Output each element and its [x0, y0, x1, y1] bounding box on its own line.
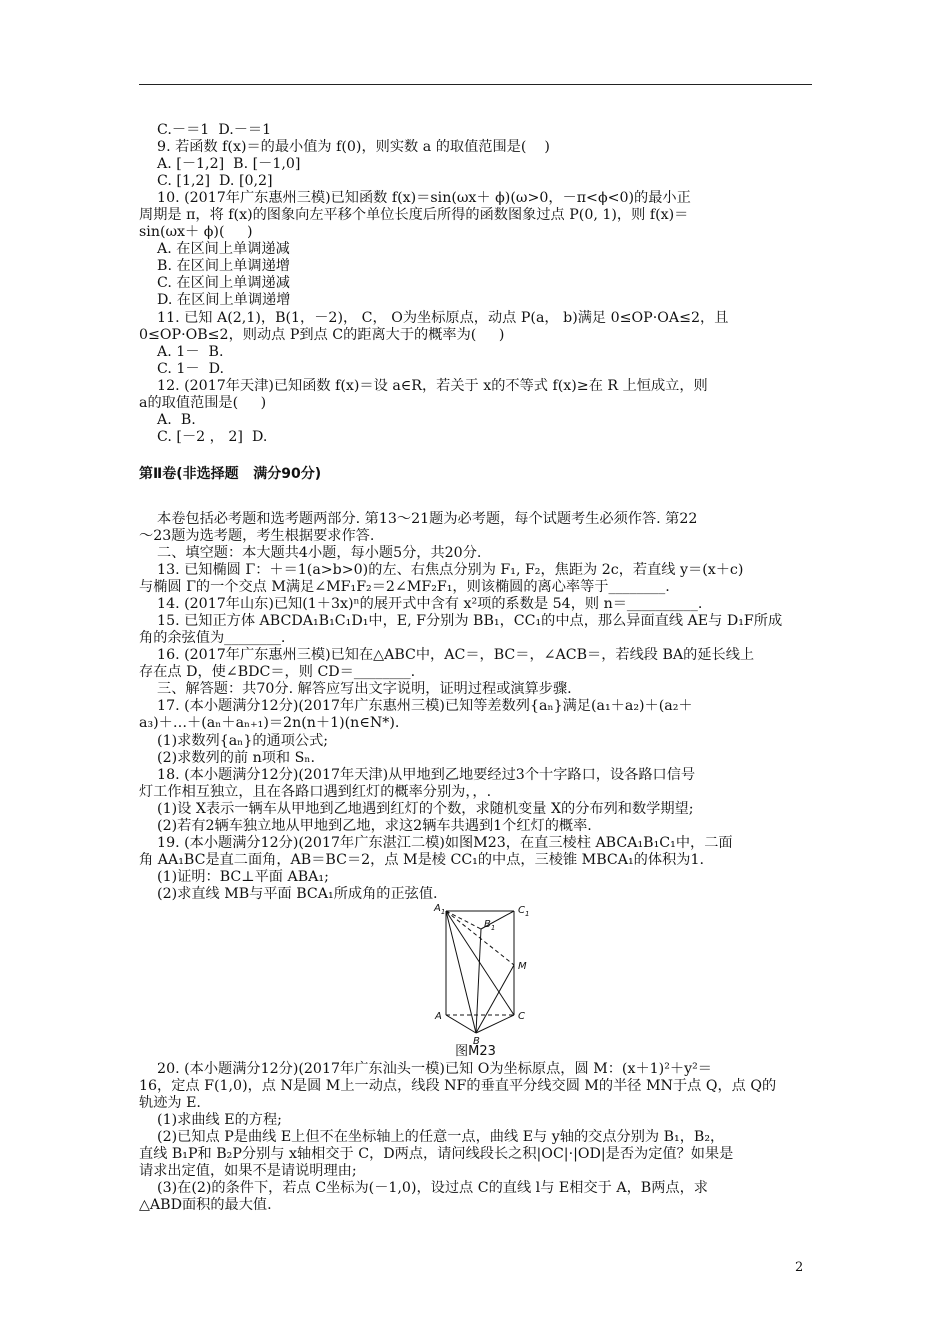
- text-line: A. B.: [139, 411, 196, 428]
- text-line: 角 AA₁BC是直二面角，AB＝BC＝2，点 M是棱 CC₁的中点，三棱锥 MBCA₁的体积为1.: [139, 851, 704, 868]
- text-line: 直线 B₁P和 B₂P分别与 x轴相交于 C，D两点，请问线段长之积|OC|·|OD|是否为定值？如果是: [139, 1146, 734, 1163]
- text-line: A. 1－ B.: [139, 343, 224, 360]
- question-19: 19. (本小题满分12分)(2017年广东湛江二模)如图M23，在直三棱柱 ABCA₁B₁C₁中，二面: [139, 834, 733, 851]
- text-line: 角的余弦值为________.: [139, 630, 286, 647]
- question-20: 20. (本小题满分12分)(2017年广东汕头一模)已知 O为坐标原点，圆 M：(x＋1)²＋y²＝: [139, 1060, 712, 1077]
- text-line: A. [－1,2] B. [－1,0]: [139, 156, 301, 173]
- question-12: 12. (2017年天津)已知函数 f(x)＝设 a∈R，若关于 x的不等式 f(x)≥在 R 上恒成立，则: [139, 377, 708, 394]
- text-line: 轨迹为 E.: [139, 1095, 201, 1112]
- text-line: 0≤OP·OB≤2，则动点 P到点 C的距离大于的概率为( ): [139, 326, 505, 343]
- text-line: (2)求数列的前 n项和 Sₙ.: [139, 749, 315, 766]
- question-18: 18. (本小题满分12分)(2017年天津)从甲地到乙地要经过3个十字路口，设各路口信号: [139, 766, 696, 783]
- prism-figure: [139, 903, 812, 1061]
- text-line: (3)在(2)的条件下，若点 C坐标为(－1,0)，设过点 C的直线 l与 E相交于 A，B两点，求: [139, 1180, 708, 1197]
- question-11: 11. 已知 A(2,1)，B(1，－2)， C， O为坐标原点，动点 P(a， b)满足 0≤OP·OA≤2，且: [139, 309, 729, 326]
- text-line: 与椭圆 Γ的一个交点 M满足∠MF₁F₂＝2∠MF₂F₁，则该椭圆的离心率等于________.: [139, 579, 670, 596]
- edge-a1b1: [446, 911, 481, 929]
- question-9: 9. 若函数 f(x)＝的最小值为 f(0)，则实数 a 的取值范围是( ): [139, 139, 550, 156]
- label-b1: $B_1$: [484, 918, 496, 932]
- page-content: [139, 122, 812, 1214]
- text-line: 存在点 D，使∠BDC＝，则 CD＝________.: [139, 664, 416, 681]
- text-line: sin(ωx＋ ϕ)( ): [139, 224, 253, 241]
- question-15: 15. 已知正方体 ABCDA₁B₁C₁D₁中，E, F分别为 BB₁，CC₁的中点，那么异面直线 AE与 D₁F所成: [139, 613, 783, 630]
- text-line: D. 在区间上单调递增: [139, 292, 291, 309]
- question-20-block: [139, 1061, 812, 1214]
- text-line: (2)已知点 P是曲线 E上但不在坐标轴上的任意一点，曲线 E与 y轴的交点分别为 B₁，B₂，: [139, 1129, 725, 1146]
- text-line: 二、填空题：本大题共4小题，每小题5分，共20分.: [139, 544, 482, 561]
- text-line: C. 1－ D.: [139, 360, 225, 377]
- text-line: 请求出定值，如果不是请说明理由;: [139, 1163, 357, 1180]
- text-line: △ABD面积的最大值.: [139, 1197, 272, 1214]
- edge-ab: [446, 1015, 476, 1033]
- text-line: (2)求直线 MB与平面 BCA₁所成角的正弦值.: [139, 885, 438, 902]
- label-a: A: [435, 1010, 442, 1022]
- question-16: 16. (2017年广东惠州三模)已知在△ABC中，AC＝，BC＝，∠ACB＝，若线段 BA的延长线上: [139, 647, 755, 664]
- edge-a1c: [446, 911, 514, 1015]
- header-rule: [139, 84, 812, 85]
- part-two-questions: [139, 511, 812, 903]
- text-line: C. [－2 ， 2] D.: [139, 428, 268, 445]
- text-line: 周期是 π，将 f(x)的图象向左平移个单位长度后所得的函数图象过点 P(0, 1)，则 f(x)＝: [139, 207, 689, 224]
- text-line: C.－＝1 D.－＝1: [139, 122, 272, 138]
- label-a1: $A_1$: [434, 902, 446, 916]
- text-line: 16，定点 F(1,0)，点 N是圆 M上一动点，线段 NF的垂直平分线交圆 M的半径 MN于点 Q，点 Q的: [139, 1078, 777, 1095]
- question-13: 13. 已知椭圆 Γ：＋＝1(a>b>0)的左、右焦点分别为 F₁, F₂，焦距为 2c，若直线 y＝(x＋c): [139, 562, 744, 579]
- section-heading: 第Ⅱ卷(非选择题 满分90分): [139, 465, 322, 482]
- text-line: A. 在区间上单调递减: [139, 241, 290, 258]
- text-line: 三、解答题：共70分. 解答应写出文字说明，证明过程或演算步骤.: [139, 681, 572, 698]
- text-line: 灯工作相互独立，且在各路口遇到红灯的概率分别为，，.: [139, 783, 492, 800]
- text-line: C. [1,2] D. [0,2]: [139, 173, 273, 190]
- prism-diagram: [421, 903, 541, 1045]
- question-17: 17. (本小题满分12分)(2017年广东惠州三模)已知等差数列{aₙ}满足(a₁＋a₂)＋(a₂＋: [139, 698, 693, 715]
- label-m: M: [518, 960, 527, 972]
- figure-caption: 图M23: [455, 1043, 496, 1059]
- part-one-questions: [139, 122, 812, 446]
- text-line: a的取值范围是( ): [139, 394, 267, 411]
- edge-mb: [476, 965, 514, 1033]
- page-number: 2: [795, 1260, 804, 1275]
- label-b: B: [473, 1035, 480, 1045]
- text-line: (2)若有2辆车独立地从甲地到乙地，求这2辆车共遇到1个红灯的概率.: [139, 817, 592, 834]
- text-line: B. 在区间上单调递增: [139, 258, 290, 275]
- question-10: 10. (2017年广东惠州三模)已知函数 f(x)＝sin(ωx＋ ϕ)(ω>0，－π<ϕ<0)的最小正: [139, 190, 691, 207]
- text-line: ～23题为选考题，考生根据要求作答.: [139, 527, 375, 544]
- text-line: C. 在区间上单调递减: [139, 275, 290, 292]
- label-c1: $C_1$: [518, 904, 530, 918]
- edge-bb1: [476, 929, 481, 1033]
- text-line: 本卷包括必考题和选考题两部分. 第13～21题为必考题，每个试题考生必须作答. 第22: [139, 510, 698, 527]
- text-line: a₃)＋…＋(aₙ＋aₙ₊₁)＝2n(n＋1)(n∈N*).: [139, 715, 400, 732]
- text-line: (1)设 X表示一辆车从甲地到乙地遇到红灯的个数，求随机变量 X的分布列和数学期望;: [139, 800, 694, 817]
- text-line: (1)证明：BC⊥平面 ABA₁;: [139, 868, 329, 885]
- edge-bc: [476, 1015, 514, 1033]
- label-c: C: [518, 1010, 525, 1022]
- question-14: 14. (2017年山东)已知(1＋3x)ⁿ的展开式中含有 x²项的系数是 54，则 n＝__________.: [139, 596, 703, 613]
- text-line: (1)求数列{aₙ}的通项公式;: [139, 732, 329, 749]
- text-line: (1)求曲线 E的方程;: [139, 1112, 282, 1129]
